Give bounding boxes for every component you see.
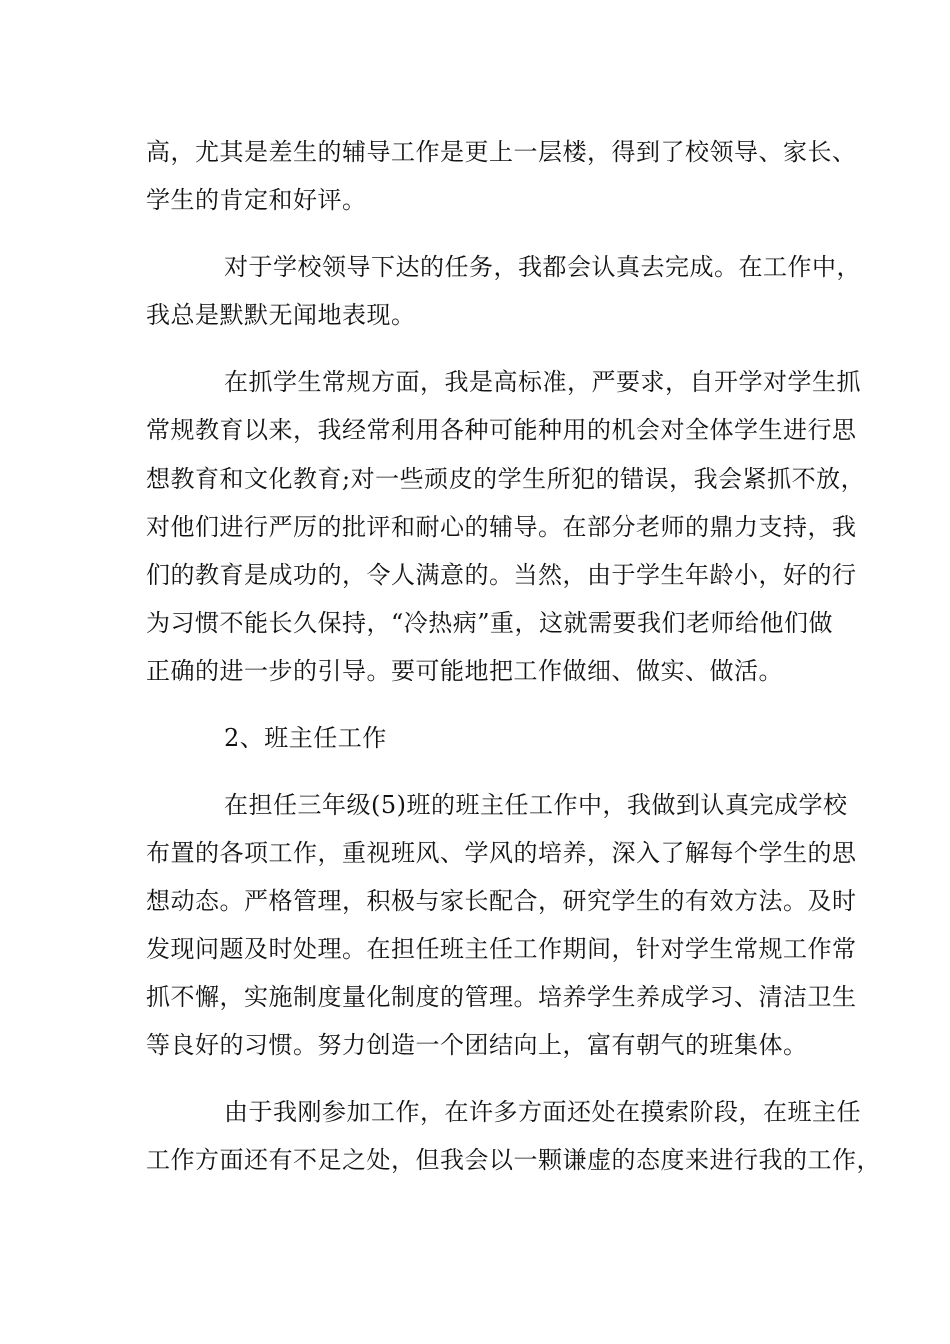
text-line: 学生的肯定和好评。 xyxy=(146,186,367,214)
text-line: 发现问题及时处理。在担任班主任工作期间，针对学生常规工作常 xyxy=(146,935,857,963)
text-line: 等良好的习惯。努力创造一个团结向上，富有朝气的班集体。 xyxy=(146,1031,808,1059)
text-line: 对于学校领导下达的任务，我都会认真去完成。在工作中， xyxy=(224,253,861,281)
text-line: 正确的进一步的引导。要可能地把工作做细、做实、做活。 xyxy=(146,657,783,685)
text-line: 在担任三年级(5)班的班主任工作中，我做到认真完成学校 xyxy=(224,791,848,819)
text-line: 抓不懈，实施制度量化制度的管理。培养学生养成学习、清洁卫生 xyxy=(146,983,857,1011)
section-heading: 2、班主任工作 xyxy=(224,724,387,752)
text-line: 工作方面还有不足之处，但我会以一颗谦虚的态度来进行我的工作， xyxy=(146,1146,881,1174)
text-line: 为习惯不能长久保持，“冷热病”重，这就需要我们老师给他们做 xyxy=(146,609,834,637)
text-line: 我总是默默无闻地表现。 xyxy=(146,301,416,329)
text-line: 由于我刚参加工作，在许多方面还处在摸索阶段，在班主任 xyxy=(224,1098,861,1126)
text-line: 布置的各项工作，重视班风、学风的培养，深入了解每个学生的思 xyxy=(146,839,857,867)
text-line: 对他们进行严厉的批评和耐心的辅导。在部分老师的鼎力支持，我 xyxy=(146,513,857,541)
text-line: 想教育和文化教育;对一些顽皮的学生所犯的错误，我会紧抓不放， xyxy=(146,465,866,493)
text-line: 在抓学生常规方面，我是高标准，严要求，自开学对学生抓 xyxy=(224,368,861,396)
text-line: 们的教育是成功的，令人满意的。当然，由于学生年龄小，好的行 xyxy=(146,561,857,589)
text-line: 想动态。严格管理，积极与家长配合，研究学生的有效方法。及时 xyxy=(146,887,857,915)
text-line: 常规教育以来，我经常利用各种可能种用的机会对全体学生进行思 xyxy=(146,416,857,444)
text-line: 高，尤其是差生的辅导工作是更上一层楼，得到了校领导、家长、 xyxy=(146,138,857,166)
